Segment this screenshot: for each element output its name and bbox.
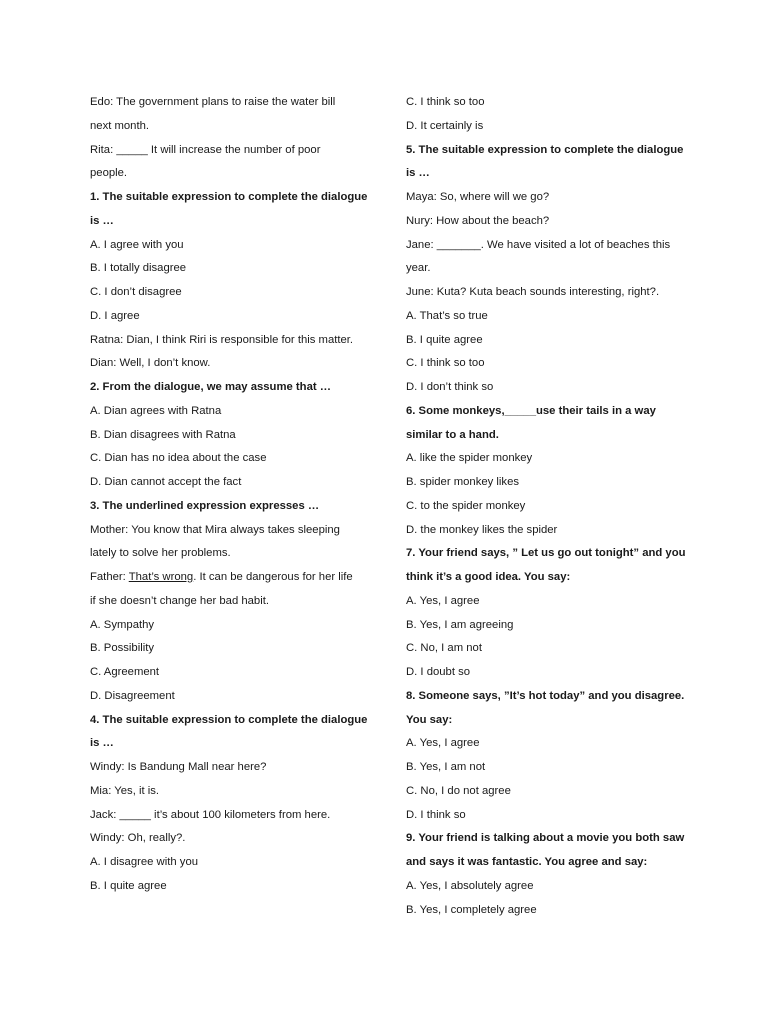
question-7-prompt-cont: think it’s a good idea. You say: [406, 571, 571, 583]
dialogue-line: Windy: Oh, really?. [90, 832, 186, 845]
dialogue-line: Mother: You know that Mira always takes sleeping [90, 523, 340, 536]
question-8-prompt-cont: You say: [406, 713, 453, 726]
q2-option-b: B. Dian disagrees with Ratna [90, 428, 236, 441]
q5-option-d: D. I don’t think so [406, 381, 494, 393]
question-4-prompt: 4. The suitable expression to complete the dialogue [90, 713, 368, 726]
dialogue-line: Ratna: Dian, I think Riri is responsible for this matter. [90, 333, 354, 346]
q5-option-b: B. I quite agree [406, 333, 483, 346]
q4-option-b: B. I quite agree [90, 879, 167, 892]
dialogue-line: Edo: The government plans to raise the water bill [90, 96, 336, 108]
dialogue-line: Windy: Is Bandung Mall near here? [90, 761, 267, 773]
q5-option-c: C. I think so too [406, 357, 485, 370]
dialogue-line: Maya: So, where will we go? [406, 191, 550, 203]
dialogue-line: next month. [90, 119, 150, 132]
dialogue-line [90, 566, 380, 590]
dialogue-text: . It can be dangerous for her life [193, 571, 353, 583]
question-2-prompt: 2. From the dialogue, we may assume that … [90, 381, 332, 393]
question-6-prompt-cont: similar to a hand. [406, 428, 499, 441]
q9-option-a: A. Yes, I absolutely agree [406, 879, 534, 892]
q2-option-d: D. Dian cannot accept the fact [90, 476, 242, 488]
q6-option-b: B. spider monkey likes [406, 476, 520, 488]
q3-option-c: C. Agreement [90, 666, 160, 678]
q2-option-c: C. Dian has no idea about the case [90, 452, 267, 465]
dialogue-line: Mia: Yes, it is. [90, 784, 160, 797]
dialogue-line: if she doesn’t change her bad habit. [90, 594, 269, 607]
question-1-prompt-cont: is … [90, 214, 114, 227]
q6-option-a: A. like the spider monkey [406, 452, 533, 465]
question-9-prompt: 9. Your friend is talking about a movie you both saw [406, 832, 685, 845]
q4-option-c: C. I think so too [406, 96, 485, 108]
question-5-prompt-cont: is … [406, 167, 430, 180]
underlined-expression: That’s wrong [128, 571, 194, 583]
question-3-prompt: 3. The underlined expression expresses … [90, 499, 320, 512]
q8-option-c: C. No, I do not agree [406, 784, 511, 797]
q7-option-d: D. I doubt so [406, 666, 471, 678]
speaker-label: Father: [90, 571, 129, 583]
q7-option-a: A. Yes, I agree [406, 594, 480, 607]
q5-option-a: A. That’s so true [406, 309, 488, 322]
dialogue-line: lately to solve her problems. [90, 547, 231, 560]
q9-option-b: B. Yes, I completely agree [406, 903, 537, 916]
dialogue-line: people. [90, 167, 128, 180]
q1-option-b: B. I totally disagree [90, 262, 187, 275]
question-5-prompt: 5. The suitable expression to complete the dialogue [406, 143, 684, 156]
question-9-prompt-cont: and says it was fantastic. You agree and say: [406, 856, 648, 868]
q6-option-c: C. to the spider monkey [406, 499, 526, 512]
q6-option-d: D. the monkey likes the spider [406, 523, 558, 536]
q3-option-b: B. Possibility [90, 642, 155, 655]
question-8-prompt: 8. Someone says, ”It’s hot today” and you disagree. [406, 689, 685, 702]
q3-option-d: D. Disagreement [90, 689, 175, 702]
q1-option-a: A. I agree with you [90, 238, 184, 251]
dialogue-line: June: Kuta? Kuta beach sounds interesting, right?. [406, 286, 660, 298]
q8-option-a: A. Yes, I agree [406, 737, 480, 750]
q3-option-a: A. Sympathy [90, 618, 155, 631]
q1-option-d: D. I agree [90, 309, 140, 322]
question-7-prompt: 7. Your friend says, ” Let us go out tonight” and you [406, 547, 686, 560]
dialogue-line: Dian: Well, I don’t know. [90, 357, 211, 370]
dialogue-line: year. [406, 262, 431, 275]
left-column [90, 91, 380, 899]
question-6-prompt: 6. Some monkeys,_____use their tails in a way [406, 404, 656, 417]
question-1-prompt: 1. The suitable expression to complete the dialogue [90, 191, 368, 203]
q1-option-c: C. I don’t disagree [90, 286, 182, 298]
question-4-prompt-cont: is … [90, 737, 114, 750]
q7-option-c: C. No, I am not [406, 642, 482, 655]
q8-option-b: B. Yes, I am not [406, 761, 486, 773]
dialogue-line: Nury: How about the beach? [406, 214, 550, 227]
q2-option-a: A. Dian agrees with Ratna [90, 404, 222, 417]
right-column [406, 91, 696, 922]
dialogue-line: Rita: _____ It will increase the number of poor [90, 143, 321, 156]
dialogue-line: Jane: _______. We have visited a lot of beaches this [406, 238, 671, 251]
q4-option-d: D. It certainly is [406, 119, 484, 132]
q7-option-b: B. Yes, I am agreeing [406, 618, 514, 631]
q8-option-d: D. I think so [406, 808, 466, 821]
q4-option-a: A. I disagree with you [90, 856, 199, 868]
dialogue-line: Jack: _____ it’s about 100 kilometers from here. [90, 808, 331, 821]
